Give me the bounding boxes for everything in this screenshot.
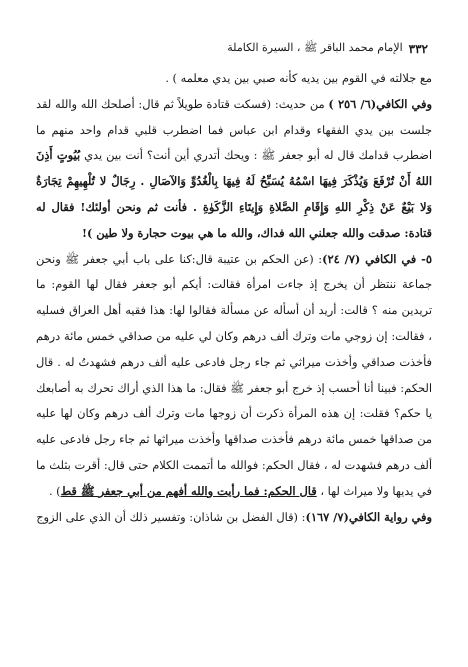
page-header (40, 40, 428, 58)
page-number: ٣٣٢ (408, 42, 428, 56)
paragraph-2-ending: . فأنت ثم ونحن أولئك! فقال له قتادة: صدقت والله جعلني الله فداك، والله ما هي بيوت حجارة ولا طين )! (36, 199, 432, 240)
paragraph-3 (36, 247, 432, 505)
paragraph-1-text: مع جلالته في القوم بين يديه كأنه صبي بين يدي معلمه ) . (165, 71, 432, 85)
source-reference: وفي الكافي(٦/ ٢٥٦ ) (328, 96, 432, 111)
paragraph-1 (36, 66, 432, 92)
paragraph-4 (36, 505, 432, 531)
paragraph-2 (36, 92, 432, 247)
underlined-quote: قال الحكم: فما رأيت والله أفهم من أبي جعفر ﷺ قط (60, 483, 317, 498)
paragraph-2-text: من حديث: (فسكت قتادة طويلاً ثم قال: أصلحك الله والله لقد جلست بين يدي الفقهاء وقدام ابن عباس فما اضطرب قلبي قدام واحد منهم ما اضطرب قدامك قال له أبو جعفر ﷺ : ويحك أتدري أين أنت؟ أنت بين يدي (36, 96, 432, 163)
paragraph-3-ending: ) . (48, 483, 61, 498)
quran-verse: بُيُوتٍ أَذِنَ اللهُ أَنْ تُرْفَعَ وَيُذْكَرَ فِيهَا اسْمُهُ يُسَبِّحُ لَهُ فِيهَا بِالْغُدُوِّ وَالآصَالِ . رِجَالٌ لا تُلْهِيهِمْ تِجَارَةٌ وَلا بَيْعٌ عَنْ ذِكْرِ اللهِ وَإِقَامِ الصَّلاةِ وَإِيتَاءِ الزَّكَوٰةِ (36, 148, 432, 214)
paragraph-4-text: : (قال الفضل بن شاذان: وتفسير ذلك أن الذي على الزوج (36, 509, 306, 524)
page-body (36, 66, 432, 530)
source-reference-2: وفي رواية الكافي(٧/ ١٦٧) (305, 509, 432, 524)
numbered-source-reference: ٥- في الكافي (٧/ ٢٤) (322, 251, 432, 266)
running-title: الإمام محمد الباقر ﷺ ، السيرة الكاملة (227, 41, 403, 54)
paragraph-3-text: : (عن الحكم بن عتيبة قال:كنا على باب أبي جعفر ﷺ ونحن جماعة ننتظر أن يخرج إذ جاءت امرأة فقالت: أيكم أبو جعفر فقال لها القوم: ما تريدين منه ؟ قالت: أريد أن أسأله عن مسألة فقالوا لها: هذا فقيه أهل العراق فسليه ، فقالت: إن زوجي مات وترك ألف درهم وكان لي عليه من صداقي خمس مائة درهم فأخذت صداقي وأخذت ميراثي ثم جاء رجل فادعى عليه ألف درهم فشهدتُ له . قال الحكم: فبينا أنا أحسب إذ خرج أبو جعفر ﷺ فقال: ما هذا الذي أراك تحرك به أصابعك يا حكم؟ فقلت: إن هذه المرأة ذكرت أن زوجها مات وترك ألف درهم وكان لها عليه من صداقها خمس مائة درهم فأخذت صداقها وأخذت ميراثها ثم جاء رجل فادعى عليه ألف درهم فشهدت له ، فقال الحكم: فوالله ما أتممت الكلام حتى قال: أقرت بثلث ما في يديها ولا ميراث لها ، (36, 251, 432, 498)
